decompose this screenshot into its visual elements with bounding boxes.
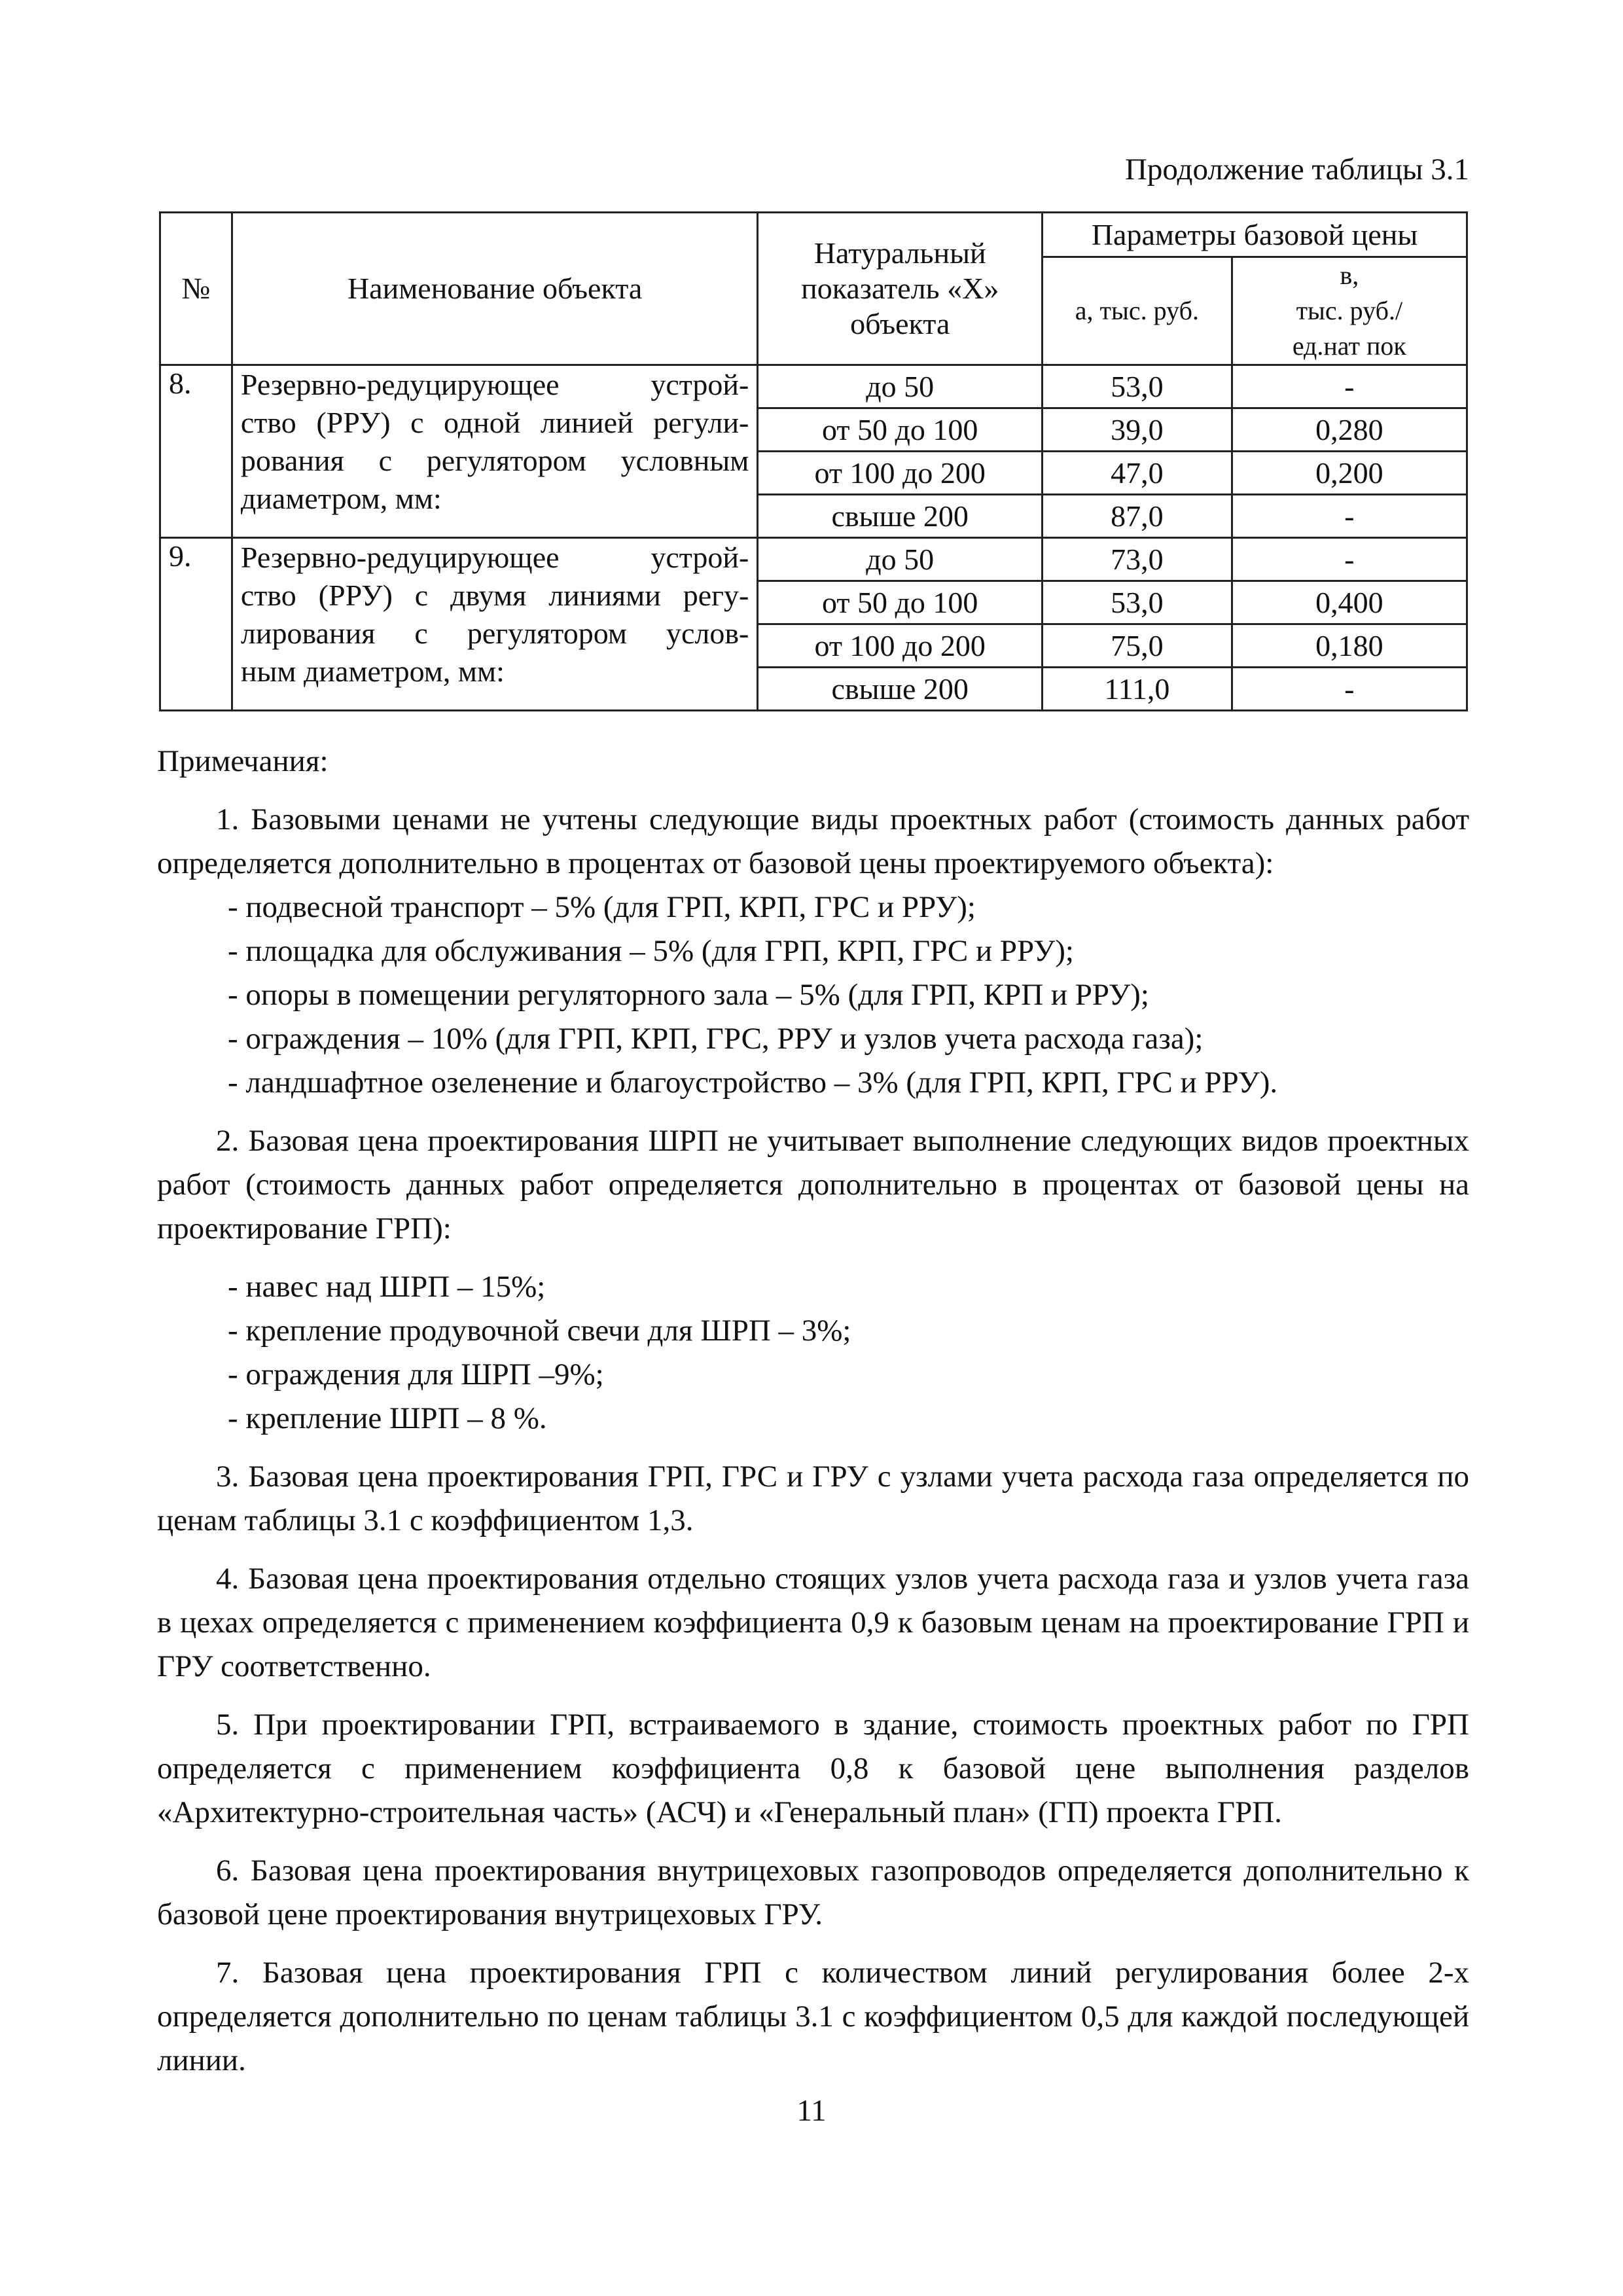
- price-table: [159, 211, 1468, 711]
- cell-b: -: [1232, 365, 1467, 408]
- notes-title: Примечания:: [157, 744, 329, 778]
- note-1-item: - опоры в помещении регуляторного зала – 5% (для ГРП, КРП и РРУ);: [228, 978, 1149, 1012]
- header-b: [1232, 257, 1467, 365]
- cell-b: -: [1232, 538, 1467, 581]
- note-1-item: - площадка для обслуживания – 5% (для ГРП, КРП, ГРС и РРУ);: [228, 934, 1074, 968]
- note-1: 1. Базовыми ценами не учтены следующие виды проектных работ (стоимость данных работ определяется дополнительно в процентах от базовой цены проектируемого объекта):: [157, 802, 1469, 880]
- name-line: рования с регулятором условным: [240, 444, 749, 477]
- header-num: №: [160, 213, 232, 365]
- cell-b: -: [1232, 668, 1467, 711]
- page-number: 11: [796, 2094, 827, 2128]
- cell-a: 73,0: [1043, 538, 1232, 581]
- note-2-item: - ограждения для ШРП –9%;: [228, 1357, 604, 1391]
- cell-a: 47,0: [1043, 452, 1232, 495]
- cell-indicator: до 50: [758, 538, 1043, 581]
- cell-a: 75,0: [1043, 624, 1232, 668]
- note-3: 3. Базовая цена проектирования ГРП, ГРС и ГРУ с узлами учета расхода газа определяется по ценам таблицы 3.1 с коэффициентом 1,3.: [157, 1460, 1469, 1537]
- row-object-name: [232, 365, 758, 538]
- note-2-item: - крепление ШРП – 8 %.: [228, 1401, 547, 1435]
- notes-section: [157, 740, 1469, 2083]
- cell-indicator: от 50 до 100: [758, 408, 1043, 452]
- cell-a: 53,0: [1043, 365, 1232, 408]
- cell-b: 0,400: [1232, 581, 1467, 624]
- header-a: а, тыс. руб.: [1043, 257, 1232, 365]
- cell-a: 53,0: [1043, 581, 1232, 624]
- cell-a: 39,0: [1043, 408, 1232, 452]
- note-2-item: - навес над ШРП – 15%;: [228, 1270, 546, 1304]
- note-4: 4. Базовая цена проектирования отдельно стоящих узлов учета расхода газа и узлов учета газа в цехах определяется с применением коэффициента 0,9 к базовым ценам на проектирование ГРП и ГРУ соответственно.: [157, 1562, 1469, 1683]
- table-continuation-label: Продолжение таблицы 3.1: [1124, 152, 1469, 187]
- cell-indicator: свыше 200: [758, 495, 1043, 538]
- cell-b: -: [1232, 495, 1467, 538]
- table-row: [160, 365, 1467, 408]
- name-line: диаметром, мм:: [240, 482, 442, 515]
- cell-b: 0,200: [1232, 452, 1467, 495]
- row-num: 8.: [160, 365, 232, 538]
- cell-indicator: от 100 до 200: [758, 452, 1043, 495]
- note-7: 7. Базовая цена проектирования ГРП с количеством линий регулирования более 2-х определяется дополнительно по ценам таблицы 3.1 с коэффициентом 0,5 для каждой последующей линии.: [157, 1956, 1469, 2077]
- header-params: Параметры базовой цены: [1043, 213, 1467, 257]
- name-line: ство (РРУ) с одной линией регули-: [240, 406, 749, 439]
- note-2-item: - крепление продувочной свечи для ШРП – 3%;: [228, 1314, 851, 1348]
- cell-indicator: от 50 до 100: [758, 581, 1043, 624]
- cell-indicator: от 100 до 200: [758, 624, 1043, 668]
- header-name: Наименование объекта: [232, 213, 758, 365]
- header-b-line3: ед.нат пок: [1292, 331, 1406, 361]
- cell-b: 0,280: [1232, 408, 1467, 452]
- header-indicator: Натуральный показатель «Х» объекта: [758, 213, 1043, 365]
- cell-b: 0,180: [1232, 624, 1467, 668]
- table-row: [160, 538, 1467, 581]
- note-1-item: - ландшафтное озеленение и благоустройство – 3% (для ГРП, КРП, ГРС и РРУ).: [228, 1066, 1278, 1100]
- note-6: 6. Базовая цена проектирования внутрицеховых газопроводов определяется дополнительно к базовой цене проектирования внутрицеховых ГРУ.: [157, 1854, 1469, 1931]
- name-line: Резервно-редуцирующее устрой-: [240, 541, 749, 574]
- note-1-item: - ограждения – 10% (для ГРП, КРП, ГРС, РРУ и узлов учета расхода газа);: [228, 1022, 1204, 1056]
- name-line: лирования с регулятором услов-: [240, 617, 749, 650]
- name-line: ным диаметром, мм:: [240, 655, 505, 688]
- cell-a: 111,0: [1043, 668, 1232, 711]
- note-5: 5. При проектировании ГРП, встраиваемого в здание, стоимость проектных работ по ГРП определяется с применением коэффициента 0,8 к базовой цене выполнения разделов «Архитектурно-строительная часть» (АСЧ) и «Генеральный план» (ГП) проекта ГРП.: [157, 1708, 1469, 1829]
- row-object-name: [232, 538, 758, 711]
- cell-indicator: до 50: [758, 365, 1043, 408]
- header-b-line1: в,: [1340, 260, 1359, 290]
- name-line: ство (РРУ) с двумя линиями регу-: [240, 579, 749, 612]
- note-2: 2. Базовая цена проектирования ШРП не учитывает выполнение следующих видов проектных работ (стоимость данных работ определяется дополнительно в процентах от базовой цены на проектирование ГРП):: [157, 1124, 1469, 1246]
- cell-indicator: свыше 200: [758, 668, 1043, 711]
- note-1-item: - подвесной транспорт – 5% (для ГРП, КРП, ГРС и РРУ);: [228, 890, 976, 924]
- cell-a: 87,0: [1043, 495, 1232, 538]
- row-num: 9.: [160, 538, 232, 711]
- header-b-line2: тыс. руб./: [1296, 296, 1403, 325]
- name-line: Резервно-редуцирующее устрой-: [240, 368, 749, 401]
